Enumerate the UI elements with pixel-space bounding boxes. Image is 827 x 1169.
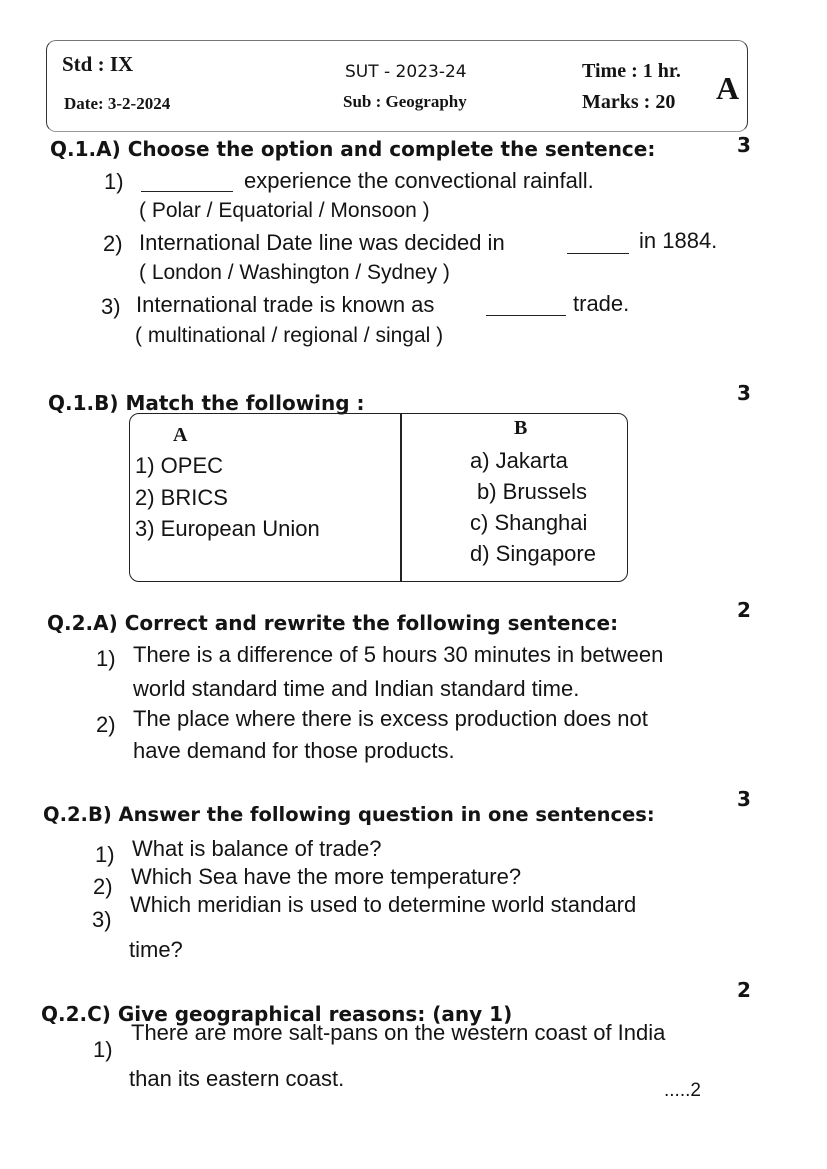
match-col-b-header: B [514,417,528,439]
q2a-item1-num: 1) [96,646,116,671]
q2c-item1-num: 1) [93,1037,113,1062]
q2b-item2-num: 2) [93,874,113,899]
set-label: A [716,70,740,106]
q2b-title: Q.2.B) Answer the following question in one sentences: [43,803,655,826]
q1a-item1-options: ( Polar / Equatorial / Monsoon ) [139,199,430,222]
match-table-divider [400,414,402,581]
q1a-item2-before: International Date line was decided in [139,230,505,255]
q1b-marks: 3 [737,381,751,405]
q1a-item2-options: ( London / Washington / Sydney ) [139,261,450,284]
match-a-item: 3) European Union [135,516,320,541]
page-continue-indicator: .....2 [664,1080,701,1101]
q2a-marks: 2 [737,598,751,622]
date-label: Date: 3-2-2024 [64,94,171,113]
q2b-item1-num: 1) [95,842,115,867]
q2a-item2-num: 2) [96,712,116,737]
q1a-item1-num: 1) [104,169,124,194]
header-box [46,40,748,132]
q2b-item1-line1: What is balance of trade? [132,836,382,861]
q2b-item3-num: 3) [92,907,112,932]
subject-label: Sub : Geography [343,92,467,111]
q1a-title: Q.1.A) Choose the option and complete the sentence: [50,137,656,161]
q2a-item1-line1: There is a difference of 5 hours 30 minutes in between [133,642,664,667]
q2c-item1-line1: There are more salt-pans on the western coast of India [131,1020,666,1045]
q1a-item3-options: ( multinational / regional / singal ) [135,324,444,347]
q1a-item3-blank [486,315,566,316]
q1a-item1-after: experience the convectional rainfall. [244,168,594,193]
match-a-item: 1) OPEC [135,453,224,478]
q2b-item3-line1: Which meridian is used to determine world standard [130,892,637,917]
marks-label: Marks : 20 [582,91,676,113]
q1a-item1-blank [141,191,233,192]
q1a-item2-blank [567,253,629,254]
match-b-item: c) Shanghai [470,510,588,535]
std-label: Std : IX [62,52,134,76]
q2a-item2-line1: The place where there is excess production does not [133,706,648,731]
exam-label: SUT - 2023-24 [345,62,467,82]
q2c-marks: 2 [737,978,751,1002]
q2c-title: Q.2.C) Give geographical reasons: (any 1) [41,1002,513,1026]
q1a-item3-num: 3) [101,294,121,319]
q2a-item2-line2: have demand for those products. [133,738,455,763]
q1a-item3-after: trade. [573,291,630,316]
match-a-item: 2) BRICS [135,485,228,510]
q2b-marks: 3 [737,787,751,811]
q1a-marks: 3 [737,133,751,157]
q2c-item1-line2: than its eastern coast. [129,1066,345,1091]
q1a-item3-before: International trade is known as [136,292,435,317]
match-b-item: d) Singapore [470,541,596,566]
match-b-item: b) Brussels [477,479,588,504]
match-col-a-header: A [173,424,188,446]
match-b-item: a) Jakarta [470,448,568,473]
q1a-item2-after: in 1884. [639,228,718,253]
q2b-item3-line2: time? [129,937,183,962]
q1b-title: Q.1.B) Match the following : [48,391,365,415]
q2a-item1-line2: world standard time and Indian standard time. [133,676,580,701]
q1a-item2-num: 2) [103,231,123,256]
q2b-item2-line1: Which Sea have the more temperature? [131,864,522,889]
time-label: Time : 1 hr. [582,60,681,82]
q2a-title: Q.2.A) Correct and rewrite the following sentence: [47,611,619,635]
